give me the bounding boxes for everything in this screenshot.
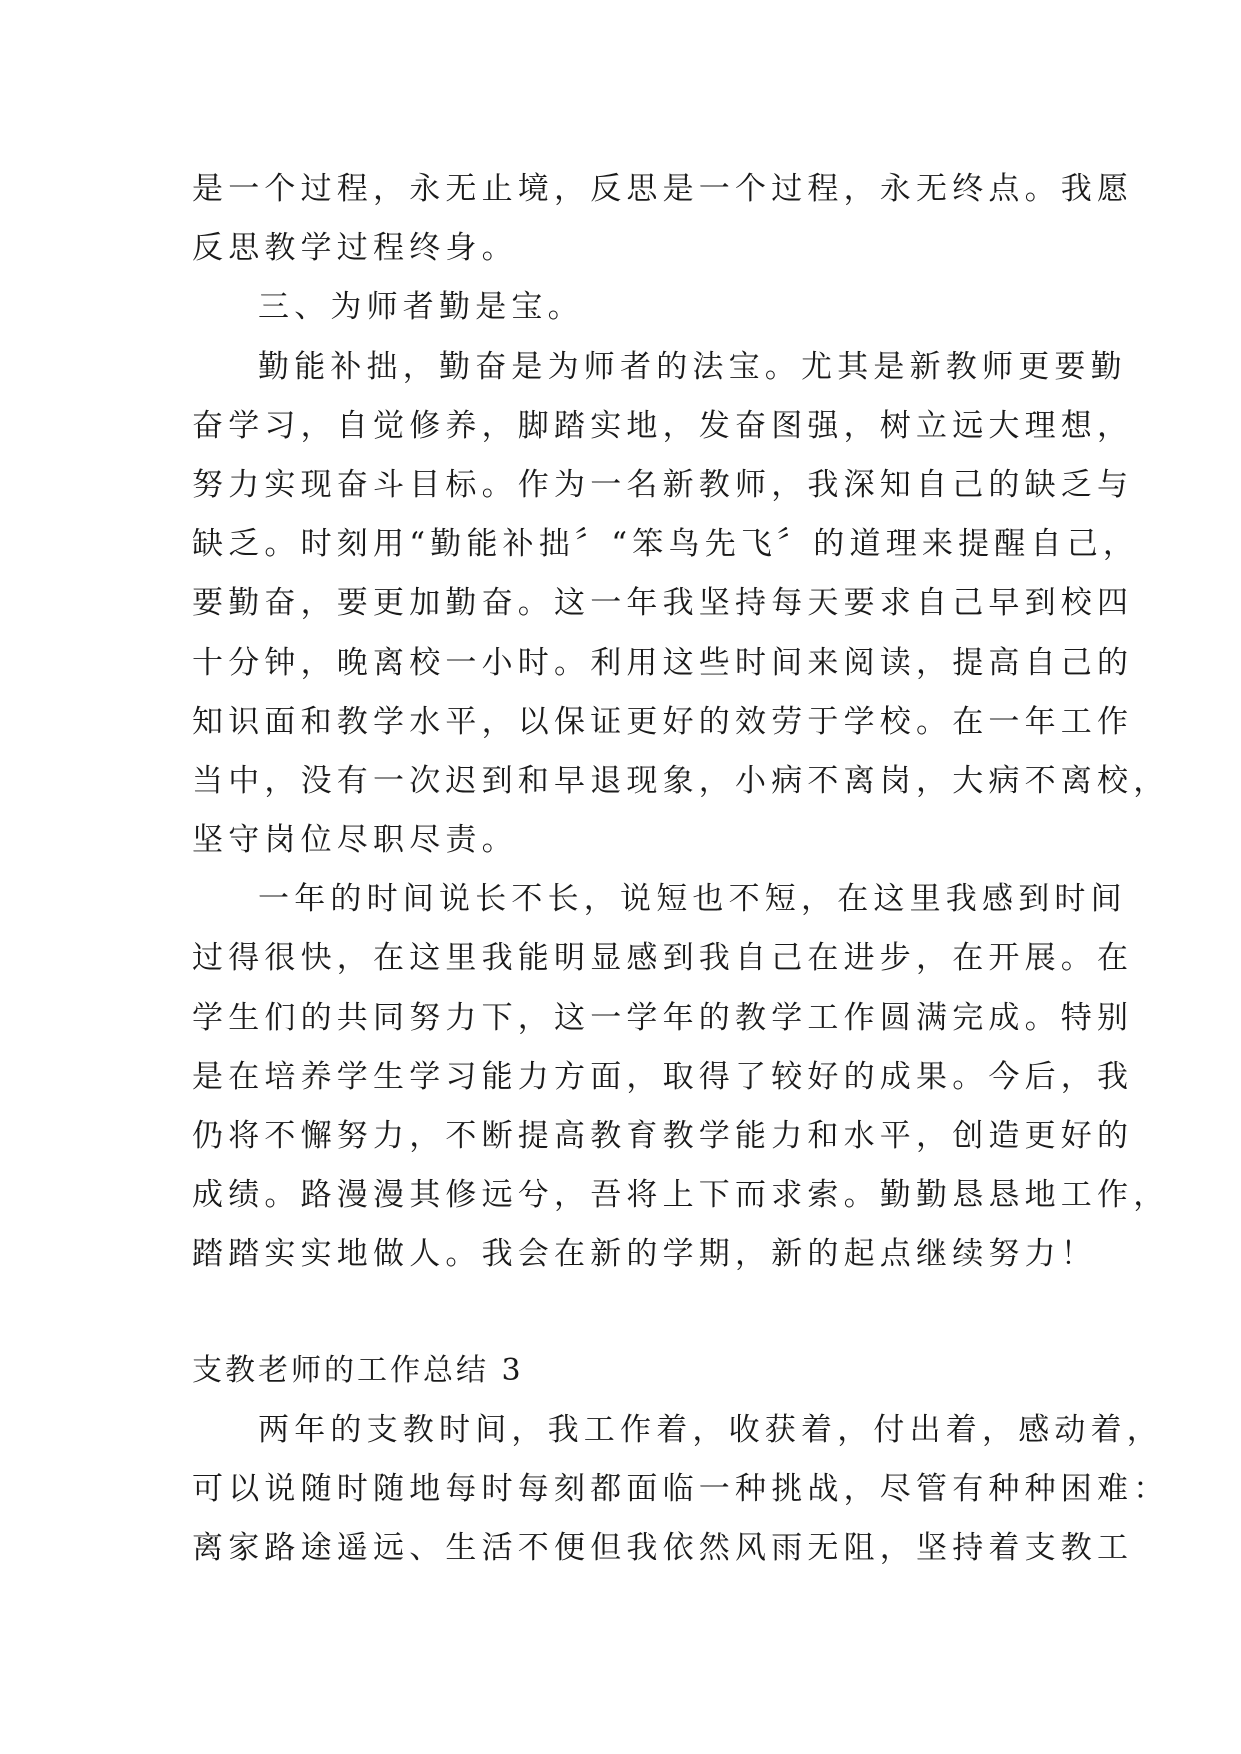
text-line: 努力实现奋斗目标。作为一名新教师，我深知自己的缺乏与	[192, 466, 1134, 503]
text-line: 是一个过程，永无止境，反思是一个过程，永无终点。我愿	[192, 171, 1134, 207]
text-line: 离家路途遥远、生活不便但我依然风雨无阻，坚持着支教工	[192, 1529, 1134, 1566]
text-line: 勤能补拙，勤奋是为师者的法宝。尤其是新教师更要勤	[258, 348, 1127, 385]
text-line: 踏踏实实地做人。我会在新的学期，新的起点继续努力！	[192, 1236, 1097, 1273]
text-line: 知识面和教学水平，以保证更好的效劳于学校。在一年工作	[192, 703, 1134, 740]
text-line: 是在培养学生学习能力方面，取得了较好的成果。今后，我	[192, 1058, 1134, 1095]
text-line: 奋学习，自觉修养，脚踏实地，发奋图强，树立远大理想，	[192, 407, 1134, 444]
text-line: 十分钟，晚离校一小时。利用这些时间来阅读，提高自己的	[192, 644, 1134, 681]
document-page	[192, 160, 1170, 1578]
paragraph-4	[192, 1401, 1170, 1579]
text-line: 反思教学过程终身。	[192, 230, 518, 267]
text-line: 学生们的共同努力下，这一学年的教学工作圆满完成。特别	[192, 999, 1134, 1036]
text-line: 可以说随时随地每时每刻都面临一种挑战，尽管有种种困难：	[192, 1470, 1170, 1507]
paragraph-2	[192, 338, 1170, 871]
section-heading: 三、为师者勤是宝。	[258, 289, 584, 326]
paragraph-1	[192, 160, 1134, 278]
paragraph-3	[192, 870, 1170, 1284]
text-line: 坚守岗位尽职尽责。	[192, 822, 518, 859]
text-line: 仍将不懈努力，不断提高教育教学能力和水平，创造更好的	[192, 1118, 1134, 1154]
text-line: 当中，没有一次迟到和早退现象，小病不离岗，大病不离校，	[192, 762, 1170, 799]
text-line: 过得很快，在这里我能明显感到我自己在进步，在开展。在	[192, 940, 1134, 977]
section-title: 支教老师的工作总结 3	[192, 1352, 524, 1388]
section-gap	[192, 1285, 1050, 1341]
text-line: 成绩。路漫漫其修远兮，吾将上下而求索。勤勤恳恳地工作，	[192, 1177, 1170, 1214]
text-line: 缺乏。时刻用“勤能补拙〞“笨鸟先飞〞的道理来提醒自己，	[192, 526, 1140, 563]
text-line: 要勤奋，要更加勤奋。这一年我坚持每天要求自己早到校四	[192, 585, 1134, 622]
text-line: 一年的时间说长不长，说短也不短，在这里我感到时间	[258, 881, 1127, 918]
text-line: 两年的支教时间，我工作着，收获着，付出着，感动着，	[258, 1411, 1163, 1448]
